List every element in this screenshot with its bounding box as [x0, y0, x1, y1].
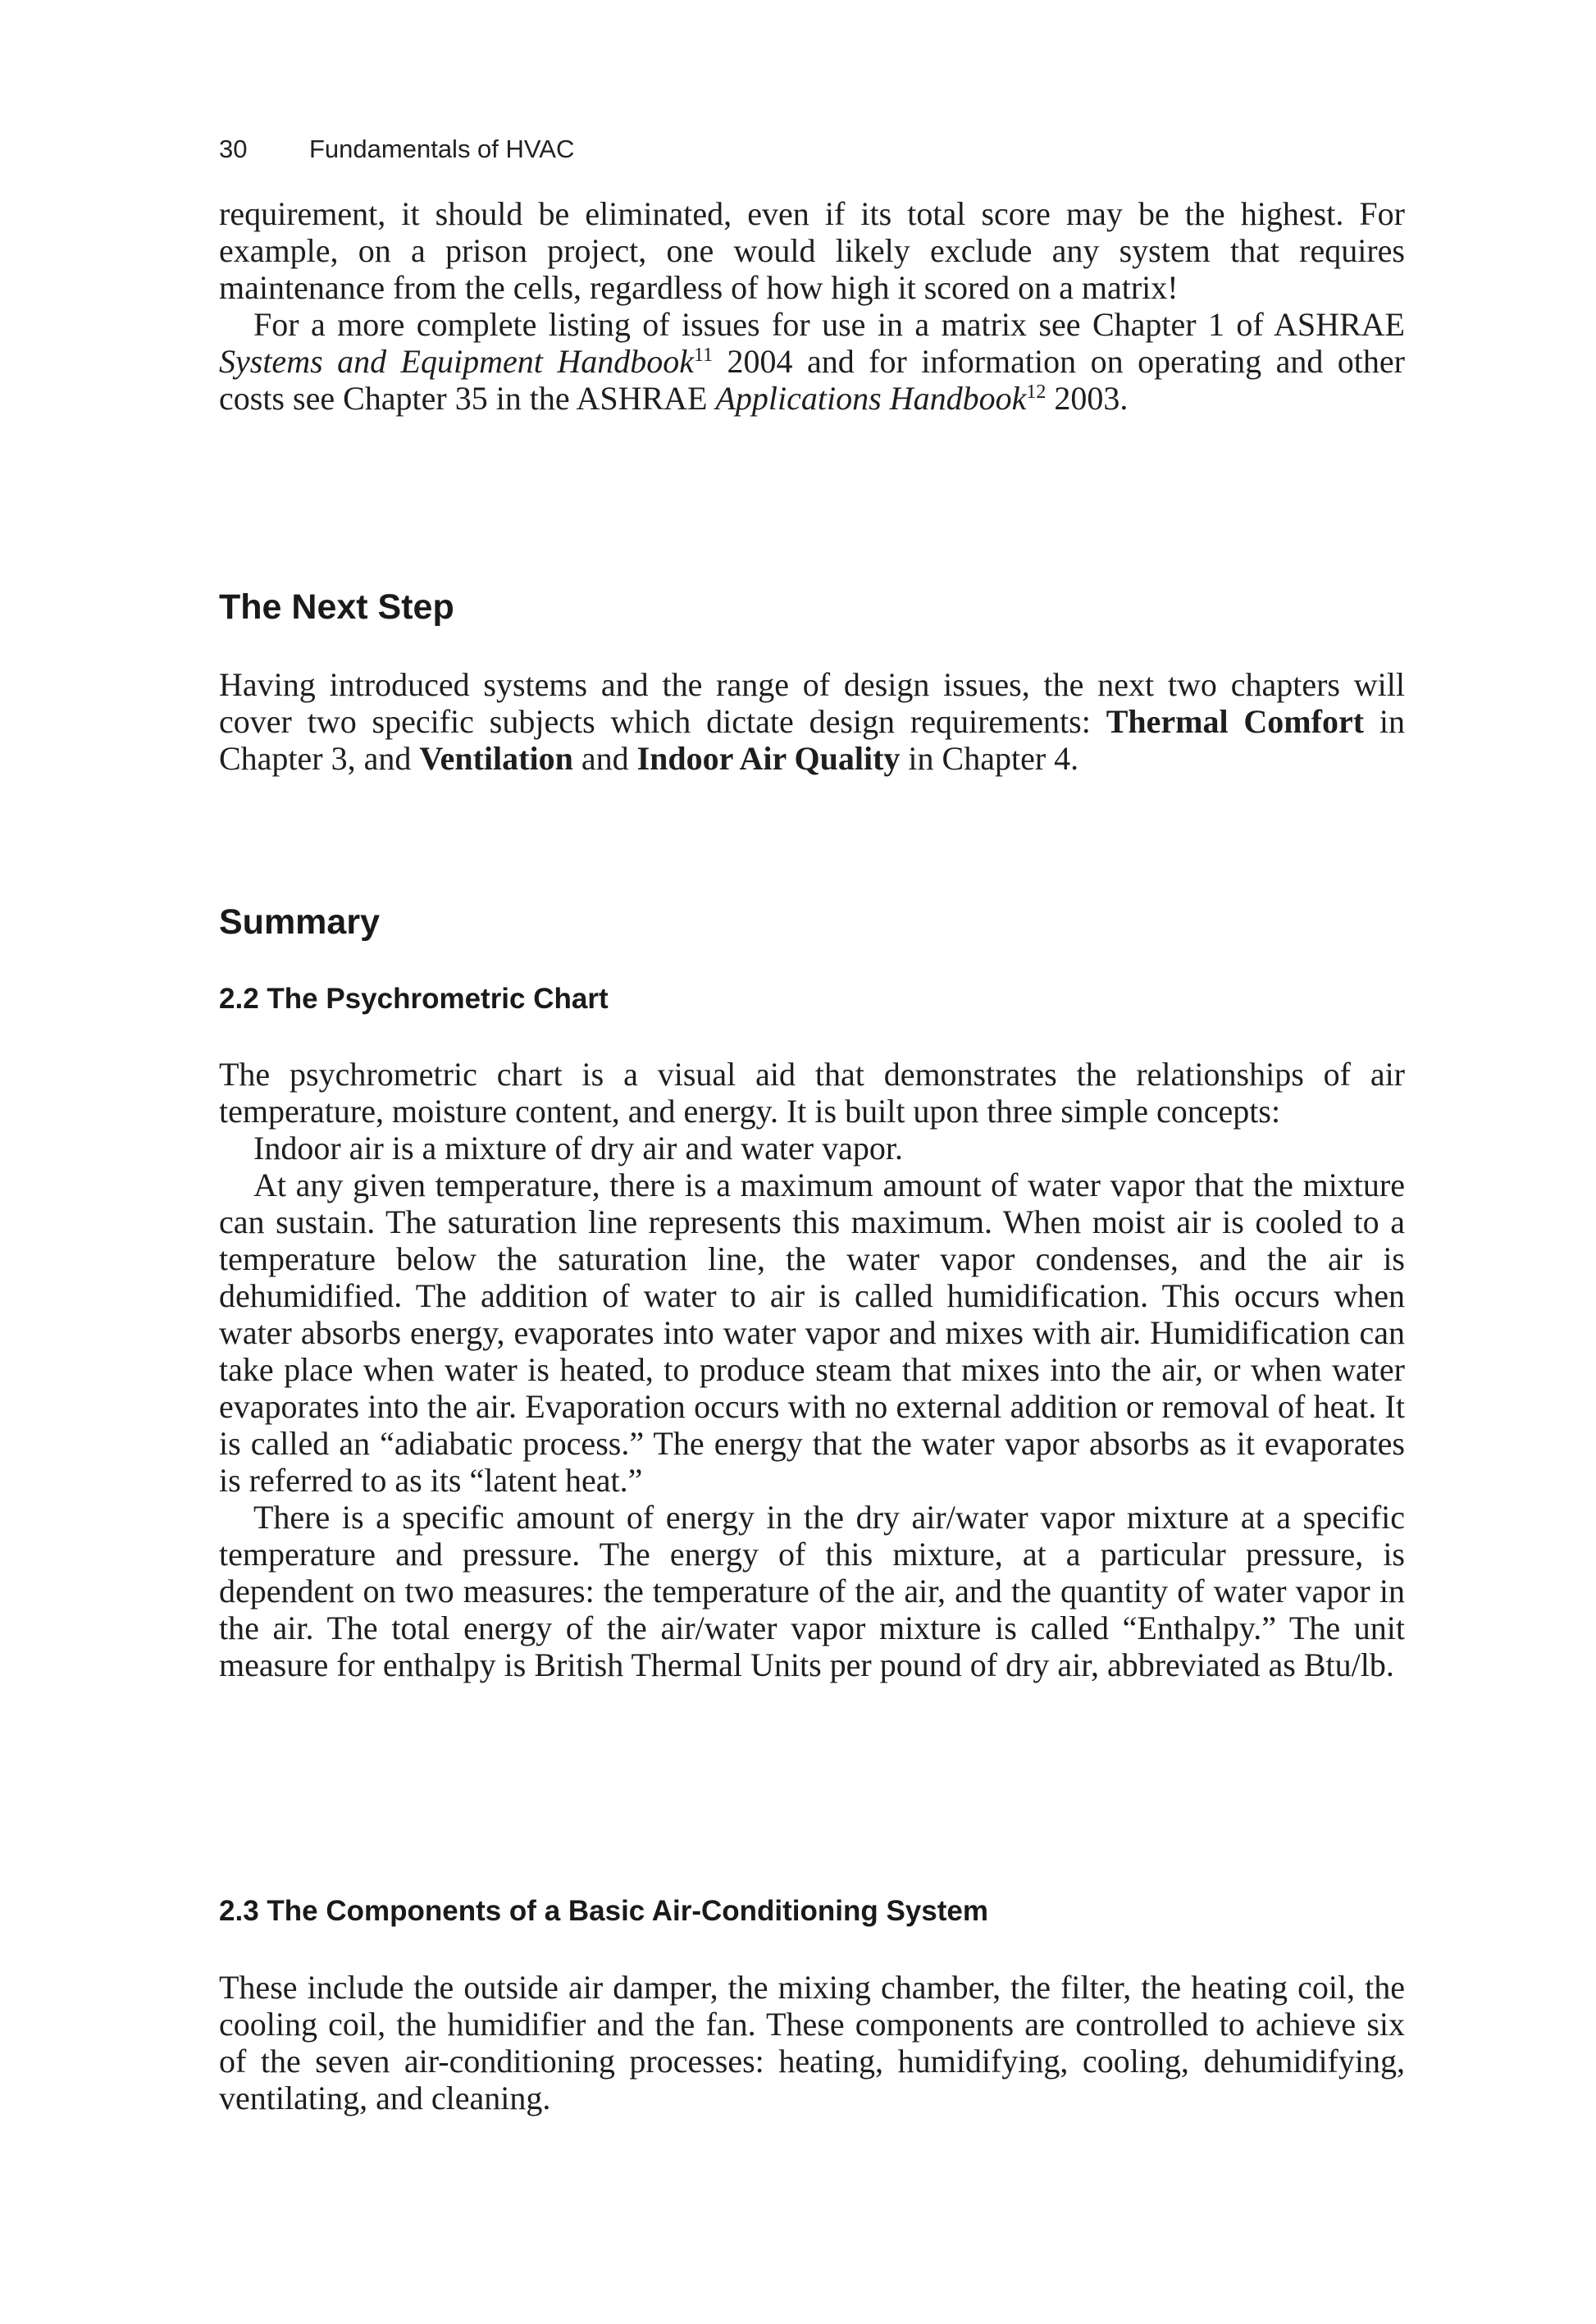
page-number: 30 [219, 135, 248, 163]
intro-section [219, 195, 1405, 417]
section-2-3-body [219, 1969, 1405, 2116]
next-step-paragraph [219, 666, 1405, 777]
section-heading: The Next Step [219, 587, 454, 627]
section-2-2-heading-block [219, 983, 1405, 1016]
next-step-body [219, 666, 1405, 777]
bold-term: Indoor Air Quality [636, 740, 901, 777]
intro-paragraph-1: requirement, it should be eliminated, even if its total score may be the highest. For example, on a prison project, one would likely exclude any system that requires maintenance from the cells, regardless of how high it scored on a matrix! [219, 195, 1405, 306]
summary-heading: Summary [219, 902, 380, 942]
bold-term: Ventilation [419, 740, 573, 777]
subsection-heading: 2.3 The Components of a Basic Air-Conditioning System [219, 1895, 988, 1927]
text-run: and [572, 740, 637, 777]
section-2-2-body [219, 1056, 1405, 1683]
footnote-ref: 12 [1026, 381, 1047, 403]
bold-term: Thermal Comfort [1106, 703, 1365, 740]
intro-paragraph-2 [219, 306, 1405, 417]
subsection-heading: 2.2 The Psychrometric Chart [219, 983, 609, 1015]
text-run: 2004 and for information on operating and other costs see Chapter 35 in the ASHRAE [219, 343, 1405, 417]
text-run: in Chapter 3, and [219, 703, 1406, 777]
paragraph: Indoor air is a mixture of dry air and water vapor. [253, 1130, 903, 1167]
summary-heading-block [219, 902, 1405, 943]
text-run: in Chapter 4. [900, 740, 1079, 777]
text-run: Having introduced systems and the range of design issues, the next two chapters will cover two specific subjects which dictate design requirements: [219, 666, 1405, 740]
section-2-3-heading-block [219, 1895, 1405, 1928]
running-head [219, 135, 574, 164]
citation-title: Applications Handbook [715, 380, 1027, 417]
text-run: 2003. [1046, 380, 1129, 417]
paragraph: These include the outside air damper, the mixing chamber, the filter, the heating coil, the cooling coil, the humidifier and the fan. These components are controlled to achieve six of the seven air-conditioning processes: heating, humidifying, cooling, dehumidifying, ventilating, and cleaning. [219, 1969, 1405, 2116]
paragraph: The psychrometric chart is a visual aid that demonstrates the relationships of air temperature, moisture content, and energy. It is built upon three simple concepts: [219, 1056, 1405, 1130]
text-run: For a more complete listing of issues for use in a matrix see Chapter 1 of ASHRAE [253, 306, 1405, 343]
citation-title: Systems and Equipment Handbook [219, 343, 694, 380]
next-step-section [219, 587, 1405, 628]
footnote-ref: 11 [693, 345, 714, 366]
paragraph: There is a specific amount of energy in the dry air/water vapor mixture at a specific temperature and pressure. The energy of this mixture, at a particular pressure, is dependent on two measures: the temperature of the air, and the quantity of water vapor in the air. The total energy of the air/water vapor mixture is called “Enthalpy.” The unit measure for enthalpy is British Thermal Units per pound of dry air, abbreviated as Btu/lb. [219, 1499, 1405, 1683]
paragraph: At any given temperature, there is a maximum amount of water vapor that the mixture can sustain. The saturation line represents this maximum. When moist air is cooled to a temperature below the saturation line, the water vapor condenses, and the air is dehumidified. The addition of water to air is called humidification. This occurs when water absorbs energy, evaporates into water vapor and mixes with air. Humidification can take place when water is heated, to produce steam that mixes into the air, or when water evaporates into the air. Evaporation occurs with no external addition or removal of heat. It is called an “adiabatic process.” The energy that the water vapor absorbs as it evaporates is referred to as its “latent heat.” [219, 1167, 1405, 1499]
book-title: Fundamentals of HVAC [309, 135, 575, 163]
